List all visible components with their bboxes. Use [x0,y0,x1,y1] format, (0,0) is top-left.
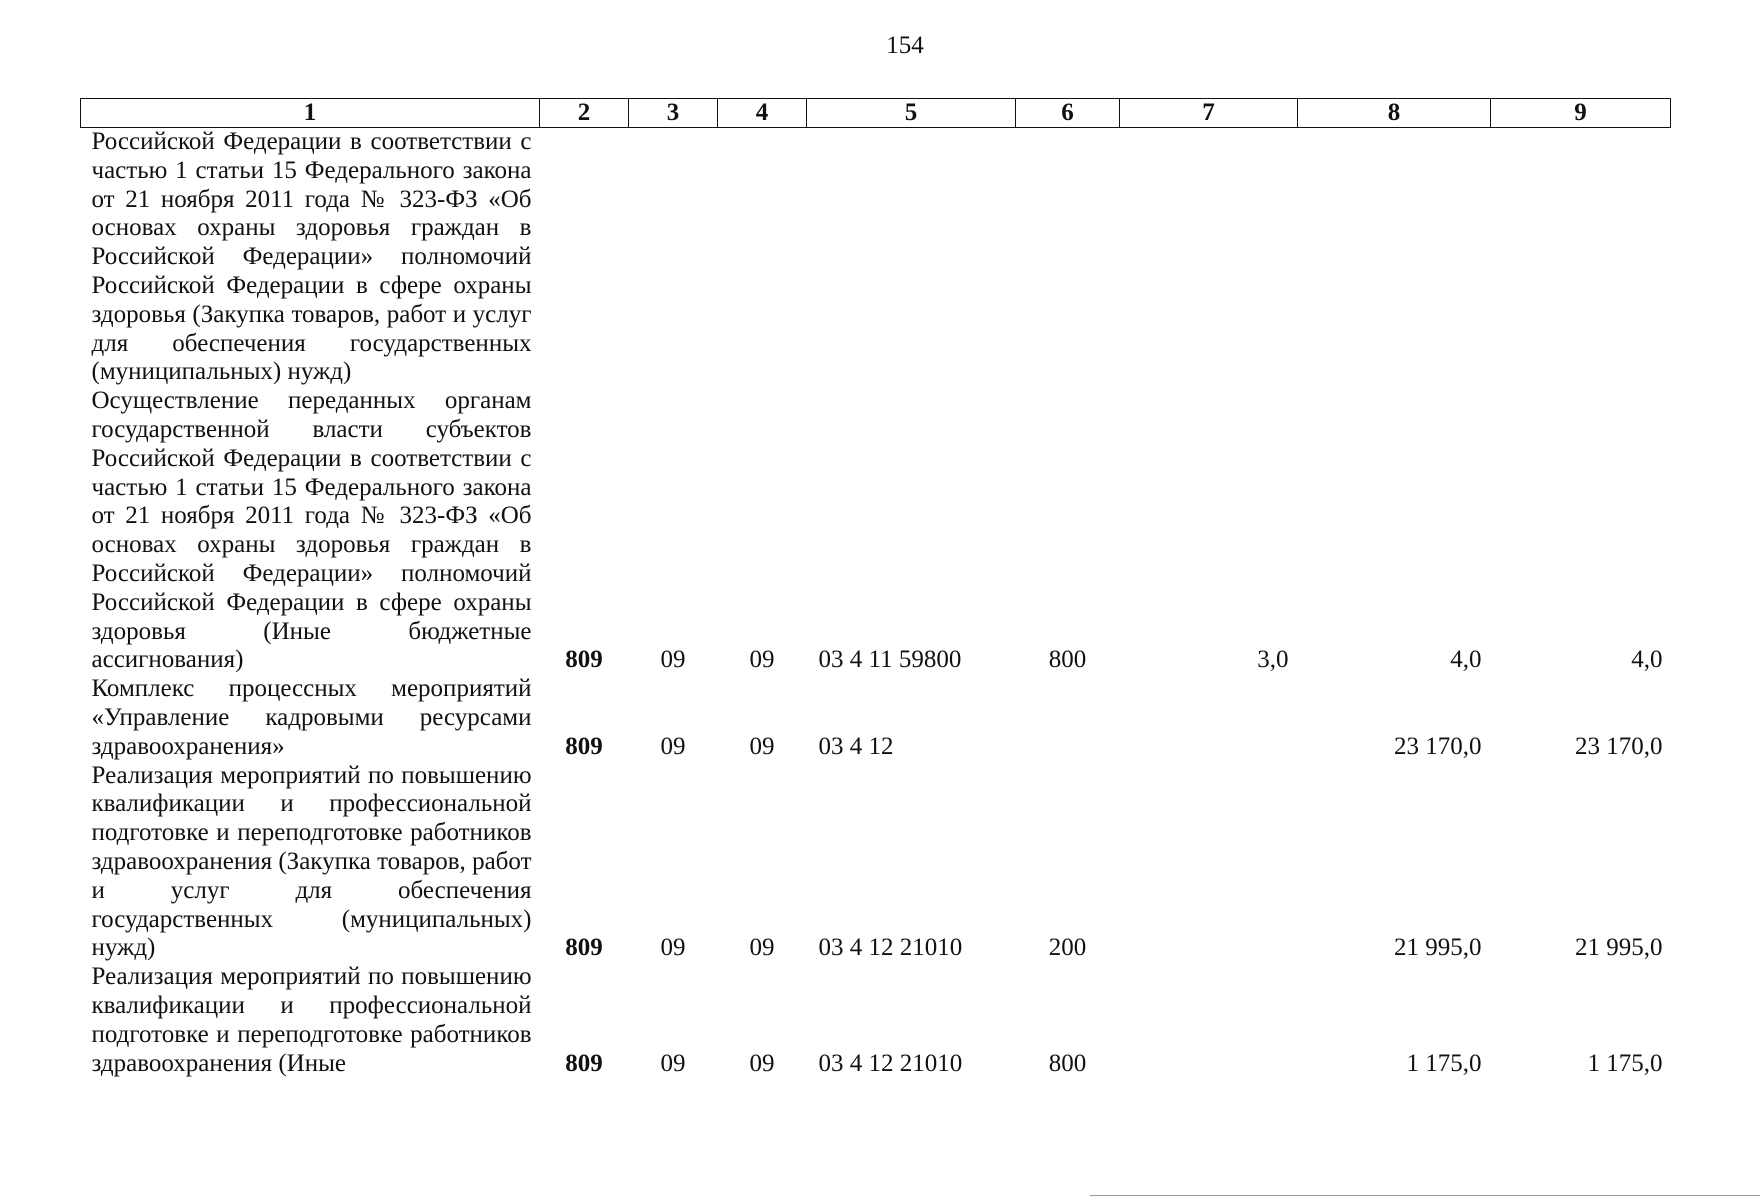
cell-section: 09 [660,646,686,674]
column-header-5: 5 [807,99,1016,128]
cell-target-article: 03 4 11 59800 [818,646,962,674]
row-description: Реализация мероприятий по повышению квалификации и профессиональной подготовке и переподготовке работников здравоохранения (Иные [91,963,532,1077]
cell-section: 09 [660,732,686,760]
column-header-9: 9 [1491,99,1671,128]
cell-amount-col7 [1120,762,1298,964]
cell-amount-col7 [1120,675,1298,761]
row-description: Комплекс процессных мероприятий «Управление кадровыми ресурсами здравоохранения» [91,675,532,760]
cell-amount-col8: 1 175,0 [1406,1049,1482,1077]
cell-amount-col8: 23 170,0 [1394,732,1482,760]
cell-amount-col7 [1120,128,1298,388]
cell-expense-type: 800 [1048,1049,1087,1077]
cell-subsection [718,128,807,388]
budget-table [80,98,1671,1078]
column-header-1: 1 [81,99,540,128]
table-row [81,963,1671,1078]
column-header-4: 4 [718,99,807,128]
cell-subsection: 09 [749,1049,775,1077]
cell-ministry-code: 809 [565,646,603,674]
cell-amount-col9: 1 175,0 [1587,1049,1663,1077]
row-description: Реализация мероприятий по повышению квалификации и профессиональной подготовке и переподготовке работников здравоохранения (Закупка товаров, работ и услуг для обеспечения государственных (муниципальных) нужд) [91,761,532,962]
table-header [81,99,1671,128]
cell-target-article: 03 4 12 21010 [818,934,963,962]
bottom-scan-rule [1090,1195,1760,1196]
cell-amount-col9: 21 995,0 [1575,934,1663,962]
cell-target-article [807,128,1016,388]
row-description: Российской Федерации в соответствии с частью 1 статьи 15 Федерального закона от 21 ноября 2011 года № 323-ФЗ «Об основах охраны здоровья граждан в Российской Федерации» полномочий Российской Федерации в сфере охраны здоровья (Закупка товаров, работ и услуг для обеспечения государственных (муниципальных) нужд) [91,128,532,386]
table-row [81,675,1671,761]
cell-amount-col8 [1298,128,1491,388]
row-description: Осуществление переданных органам государственной власти субъектов Российской Федерации в соответствии с частью 1 статьи 15 Федерального закона от 21 ноября 2011 года № 323-ФЗ «Об основах охраны здоровья граждан в Российской Федерации» полномочий Российской Федерации в сфере охраны здоровья (Иные бюджетные ассигнования) [91,387,532,674]
cell-target-article: 03 4 12 [818,732,894,760]
cell-ministry-code: 809 [565,732,603,760]
column-header-6: 6 [1016,99,1120,128]
cell-section: 09 [660,1049,686,1077]
column-header-3: 3 [629,99,718,128]
cell-subsection: 09 [749,646,775,674]
column-header-7: 7 [1120,99,1298,128]
cell-expense-type [1016,128,1120,388]
cell-amount-col7: 3,0 [1257,646,1289,674]
column-header-2: 2 [540,99,629,128]
cell-amount-col9: 23 170,0 [1575,732,1663,760]
cell-amount-col9: 4,0 [1631,646,1663,674]
table-body [81,128,1671,1079]
column-header-8: 8 [1298,99,1491,128]
cell-target-article: 03 4 12 21010 [818,1049,963,1077]
header-row [81,99,1671,128]
cell-amount-col8: 21 995,0 [1394,934,1482,962]
table-row [81,387,1671,675]
cell-amount-col8: 4,0 [1450,646,1482,674]
cell-subsection: 09 [749,732,775,760]
cell-section [629,128,718,388]
cell-ministry-code: 809 [565,1049,603,1077]
cell-subsection: 09 [749,934,775,962]
cell-expense-type: 200 [1048,934,1087,962]
page-number: 154 [886,32,924,59]
cell-ministry-code [540,128,629,388]
cell-expense-type [1016,675,1120,761]
cell-section: 09 [660,934,686,962]
cell-ministry-code: 809 [565,934,603,962]
table-row [81,128,1671,388]
cell-amount-col7 [1120,963,1298,1078]
table-row [81,762,1671,964]
cell-expense-type: 800 [1048,646,1087,674]
cell-amount-col9 [1491,128,1671,388]
